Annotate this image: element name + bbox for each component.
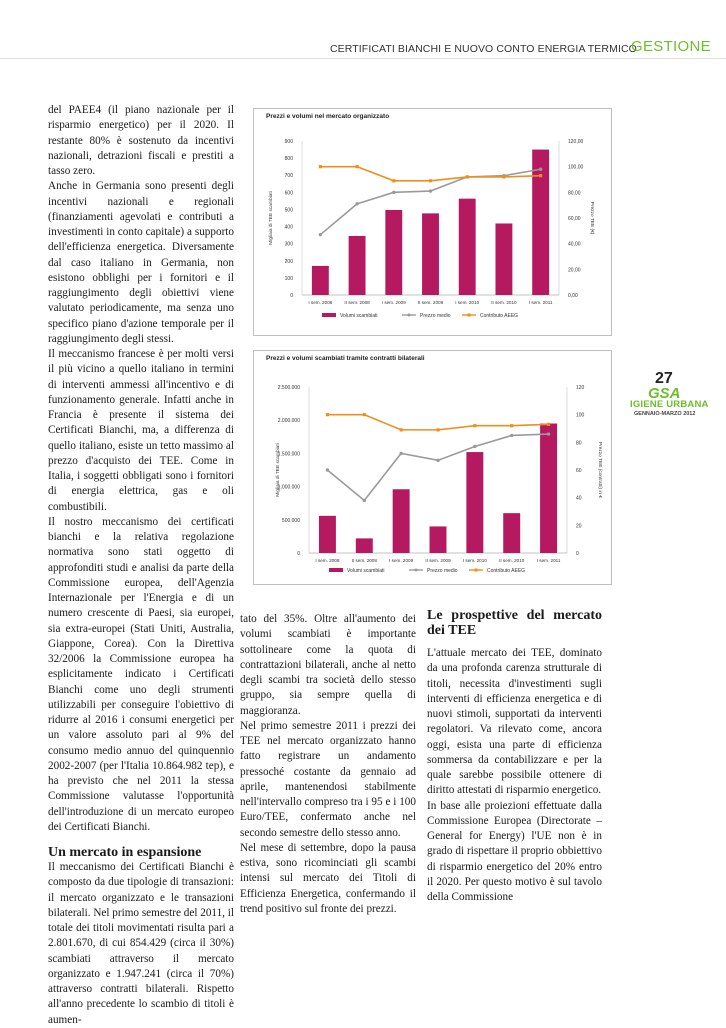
- line-point: [502, 175, 505, 178]
- legend-label: Prezzo medio: [420, 313, 451, 319]
- y-tick-label: 500: [284, 207, 293, 214]
- text-column-1: [48, 103, 234, 1028]
- line-point: [547, 432, 550, 435]
- y2-axis-title: Prezzo TEE (contratti) in €: [597, 441, 602, 499]
- legend-marker: [475, 569, 478, 572]
- line-point: [400, 428, 403, 431]
- header-section: GESTIONE: [631, 38, 711, 55]
- y-tick-label: 200: [284, 258, 293, 265]
- issue-date: GENNAIO-MARZO 2012: [634, 411, 696, 417]
- bar: [430, 526, 447, 553]
- y2-tick-label: 0,00: [568, 293, 578, 299]
- y2-tick-label: 80,00: [568, 190, 581, 197]
- x-tick-label: I sem. 2010: [455, 300, 480, 305]
- bar: [495, 223, 512, 295]
- y2-tick-label: 40: [576, 495, 582, 502]
- x-tick-label: I sem. 2010: [462, 558, 487, 563]
- y-tick-label: 600: [284, 190, 293, 197]
- bar: [319, 516, 336, 553]
- y2-tick-label: 20: [576, 523, 582, 530]
- text-column-3: [427, 608, 602, 905]
- y2-tick-label: 60: [576, 468, 582, 474]
- section-heading: Le prospettive del mercato dei TEE: [427, 608, 602, 638]
- y-tick-label: 700: [284, 173, 293, 180]
- y2-tick-label: 120,00: [568, 139, 584, 145]
- chart-title: Prezzi e volumi scambiati tramite contratti bilaterali: [266, 355, 425, 362]
- y-tick-label: 500.000: [281, 517, 300, 524]
- legend-marker: [415, 569, 418, 572]
- line-point: [429, 189, 432, 192]
- chart-svg: [254, 109, 611, 335]
- y-tick-label: 100: [284, 275, 293, 282]
- legend-swatch: [329, 568, 343, 572]
- line-point: [363, 499, 366, 502]
- section-heading: Un mercato in espansione: [48, 845, 202, 860]
- line-point: [436, 428, 439, 431]
- bar: [356, 538, 373, 553]
- y2-tick-label: 100: [576, 412, 585, 419]
- line-point: [355, 202, 358, 205]
- x-tick-label: I sem. 2011: [528, 300, 553, 305]
- series-line: [320, 167, 540, 181]
- y-tick-label: 300: [284, 241, 293, 248]
- chart-svg: [254, 351, 611, 584]
- line-point: [539, 174, 542, 177]
- x-tick-label: II sem. 2010: [499, 558, 525, 563]
- y-tick-label: 0: [290, 293, 293, 299]
- y-tick-label: 1.000.000: [277, 484, 300, 491]
- x-tick-label: I sem. 2009: [381, 300, 406, 305]
- x-tick-label: II sem. 2008: [351, 558, 377, 563]
- y2-tick-label: 20,00: [568, 267, 581, 274]
- line-point: [319, 165, 322, 168]
- x-tick-label: I sem. 2008: [315, 558, 340, 563]
- bar: [349, 236, 366, 295]
- legend-marker: [408, 314, 411, 317]
- y2-tick-label: 0: [576, 551, 579, 557]
- chart-bilateral-contracts: [253, 350, 612, 585]
- bar: [312, 266, 329, 295]
- line-point: [466, 175, 469, 178]
- x-tick-label: II sem. 2009: [425, 558, 451, 563]
- paragraph: In base alle proiezioni effettuate dalla Commissione Europea (Directorate – General for Energy) l'UE non è in grado di rispettare il proprio obbiettivo di risparmio energetico del 20% entro il 2020. Per questo motivo è sul tavolo della Commissione: [427, 799, 602, 903]
- y-tick-label: 900: [284, 139, 293, 145]
- legend-swatch: [322, 313, 336, 317]
- bar: [385, 210, 402, 295]
- y-axis-title: Migliaia di TEE scambiati: [269, 191, 274, 245]
- x-tick-label: II sem. 2010: [491, 300, 517, 305]
- paragraph: Anche in Germania sono presenti degli incentivi nazionali e regionali (finanziamenti agevolati e contributi a investimenti in conto capitale) a supporto dell'efficienza energetica. Diversamente dal caso italiano in Germania, non esistono obblighi per i fornitori e il raggiungimento degli obiettivi viene valutato periodicamente, ma senza uno specifico piano d'azione temporale per il raggiungimento degli stessi.: [48, 180, 234, 345]
- paragraph: Il nostro meccanismo dei certificati bianchi e la relativa regolazione normativa sono stati oggetto di approfonditi studi e analisi da parte della Commissione europea, dell'Agenzia Internazionale per l'Energia e di un numero crescente di Paesi, sia europei, sia extra-europei (Stati Uniti, Australia, Giappone, Corea). Con la Direttiva 32/2006 la Commissione europea ha esplicitamente indicato i Certificati Bianchi come uno degli strumenti utilizzabili per conseguire l'obiettivo di ridurre al 2016 i consumi energetici per un valore assoluto pari al 9% del consumo medio annuo del quinquennio 2002-2007 (per l'Italia 10.864.982 tep), e ha previsto che nel 2011 la stessa Commissione valutasse l'opportunità dell'introduzione di un mercato europeo dei Certificati Bianchi.: [48, 515, 234, 833]
- line-point: [547, 423, 550, 426]
- paragraph: del PAEE4 (il piano nazionale per il risparmio energetico) per il 2020. Il restante 80% è sostenuto da incentivi nazionali, detrazioni fiscali e prestiti a tasso zero.: [48, 104, 234, 177]
- chart-organized-market: [253, 108, 612, 336]
- x-tick-label: II sem. 2009: [417, 300, 444, 305]
- y2-axis-title: Prezzo TEE (€): [589, 201, 594, 235]
- legend-label: Contributo AEEG: [480, 313, 519, 319]
- bar: [503, 513, 520, 553]
- text-column-2: [240, 612, 416, 917]
- bar: [459, 199, 476, 295]
- line-point: [510, 424, 513, 427]
- y-tick-label: 1.500.000: [277, 451, 300, 458]
- header-title: CERTIFICATI BIANCHI E NUOVO CONTO ENERGIA TERMICO: [330, 43, 637, 55]
- page-number: 27: [655, 370, 673, 387]
- line-point: [326, 468, 329, 471]
- line-point: [539, 168, 542, 171]
- line-point: [319, 233, 322, 236]
- series-line: [327, 434, 548, 500]
- bar: [422, 213, 439, 295]
- y-tick-label: 2.500.000: [277, 385, 300, 391]
- paragraph: Nel mese di settembre, dopo la pausa estiva, sono ricominciati gli scambi intensi sul mercato dei Titoli di Efficienza Energetica, confermando il trend positivo sul fronte dei prezzi.: [240, 841, 416, 915]
- bar: [532, 150, 549, 295]
- line-point: [473, 424, 476, 427]
- y-axis-title: Migliaia di TEE scambiati: [276, 443, 281, 497]
- bar: [393, 489, 410, 553]
- header-rule: [0, 58, 726, 59]
- line-point: [399, 452, 402, 455]
- y2-tick-label: 120: [576, 385, 585, 391]
- line-point: [363, 413, 366, 416]
- y2-tick-label: 60,00: [568, 216, 581, 222]
- line-point: [355, 165, 358, 168]
- legend-label: Volumi scambiati: [340, 313, 378, 319]
- legend-label: Contributo AEEG: [487, 568, 526, 574]
- paragraph: Il meccanismo dei Certificati Bianchi è composto da due tipologie di transazioni: il mercato organizzato e le transazioni bilaterali. Nel primo semestre del 2011, il totale dei titoli movimentati risulta pari a 2.801.670, di cui 854.429 (circa il 30%) scambiati attraverso il mercato organizzato e 1.947.241 (circa il 70%) attraverso contratti bilaterali. Rispetto all'anno precedente lo scambio di titoli è aumen-: [48, 861, 234, 1026]
- y-tick-label: 2.000.000: [277, 418, 300, 425]
- y2-tick-label: 100,00: [568, 164, 584, 171]
- line-point: [473, 445, 476, 448]
- y-tick-label: 800: [284, 156, 293, 163]
- paragraph: Nel primo semestre 2011 i prezzi dei TEE nel mercato organizzato hanno fatto registrare un andamento pressoché costante da gennaio ad aprile, mantenendosi stabilmente nell'intervallo compreso tra i 95 e i 100 Euro/TEE, confermato anche nel secondo semestre dello stesso anno.: [240, 719, 416, 839]
- y-tick-label: 0: [297, 551, 300, 557]
- line-point: [392, 179, 395, 182]
- x-tick-label: I sem. 2011: [536, 558, 561, 563]
- line-point: [326, 413, 329, 416]
- y-tick-label: 400: [284, 224, 293, 231]
- y2-tick-label: 80: [576, 440, 582, 447]
- gsa-logo: GSA: [648, 385, 681, 402]
- line-point: [436, 459, 439, 462]
- paragraph: L'attuale mercato dei TEE, dominato da una profonda carenza strutturale di titoli, necessita d'investimenti sugli interventi di efficienza energetica e di nuovi stimoli, supportati da interventi regolatori. Va rilevato come, ancora oggi, esista una parte di efficienza sommersa da contabilizzare e per la quale sarebbe possibile ottenere di diritto attestati di risparmio energetico.: [427, 647, 602, 797]
- line-point: [392, 191, 395, 194]
- x-tick-label: I sem. 2009: [389, 558, 414, 563]
- legend-label: Volumi scambiati: [347, 568, 385, 574]
- chart-title: Prezzi e volumi nel mercato organizzato: [266, 113, 390, 120]
- series-line: [327, 415, 548, 430]
- legend-marker: [468, 314, 471, 317]
- bar: [466, 452, 483, 553]
- y2-tick-label: 40,00: [568, 241, 581, 248]
- x-tick-label: I sem. 2008: [308, 300, 333, 305]
- bar: [540, 424, 557, 553]
- magazine-name: IGIENE URBANA: [630, 399, 709, 410]
- x-tick-label: II sem. 2008: [344, 300, 370, 305]
- line-point: [510, 434, 513, 437]
- paragraph: Il meccanismo francese è per molti versi il più vicino a quello italiano in termini di interventi ammessi all'incentivo e di funzionamento generale. Infatti anche in Francia è presente il sistema dei Certificati Bianchi, ma, a differenza di quello italiano, esiste un tetto massimo al prezzo d'acquisto dei TEE. Come in Italia, i soggetti obbligati sono i fornitori di energia elettrica, gas e oli combustibili.: [48, 348, 234, 513]
- line-point: [429, 179, 432, 182]
- paragraph: tato del 35%. Oltre all'aumento dei volumi scambiati è importante sottolineare come la quota di contrattazioni bilaterali, anche al netto degli scambi tra società dello stesso gruppo, sia sempre quella di maggioranza.: [240, 613, 416, 717]
- legend-label: Prezzo medio: [427, 568, 458, 574]
